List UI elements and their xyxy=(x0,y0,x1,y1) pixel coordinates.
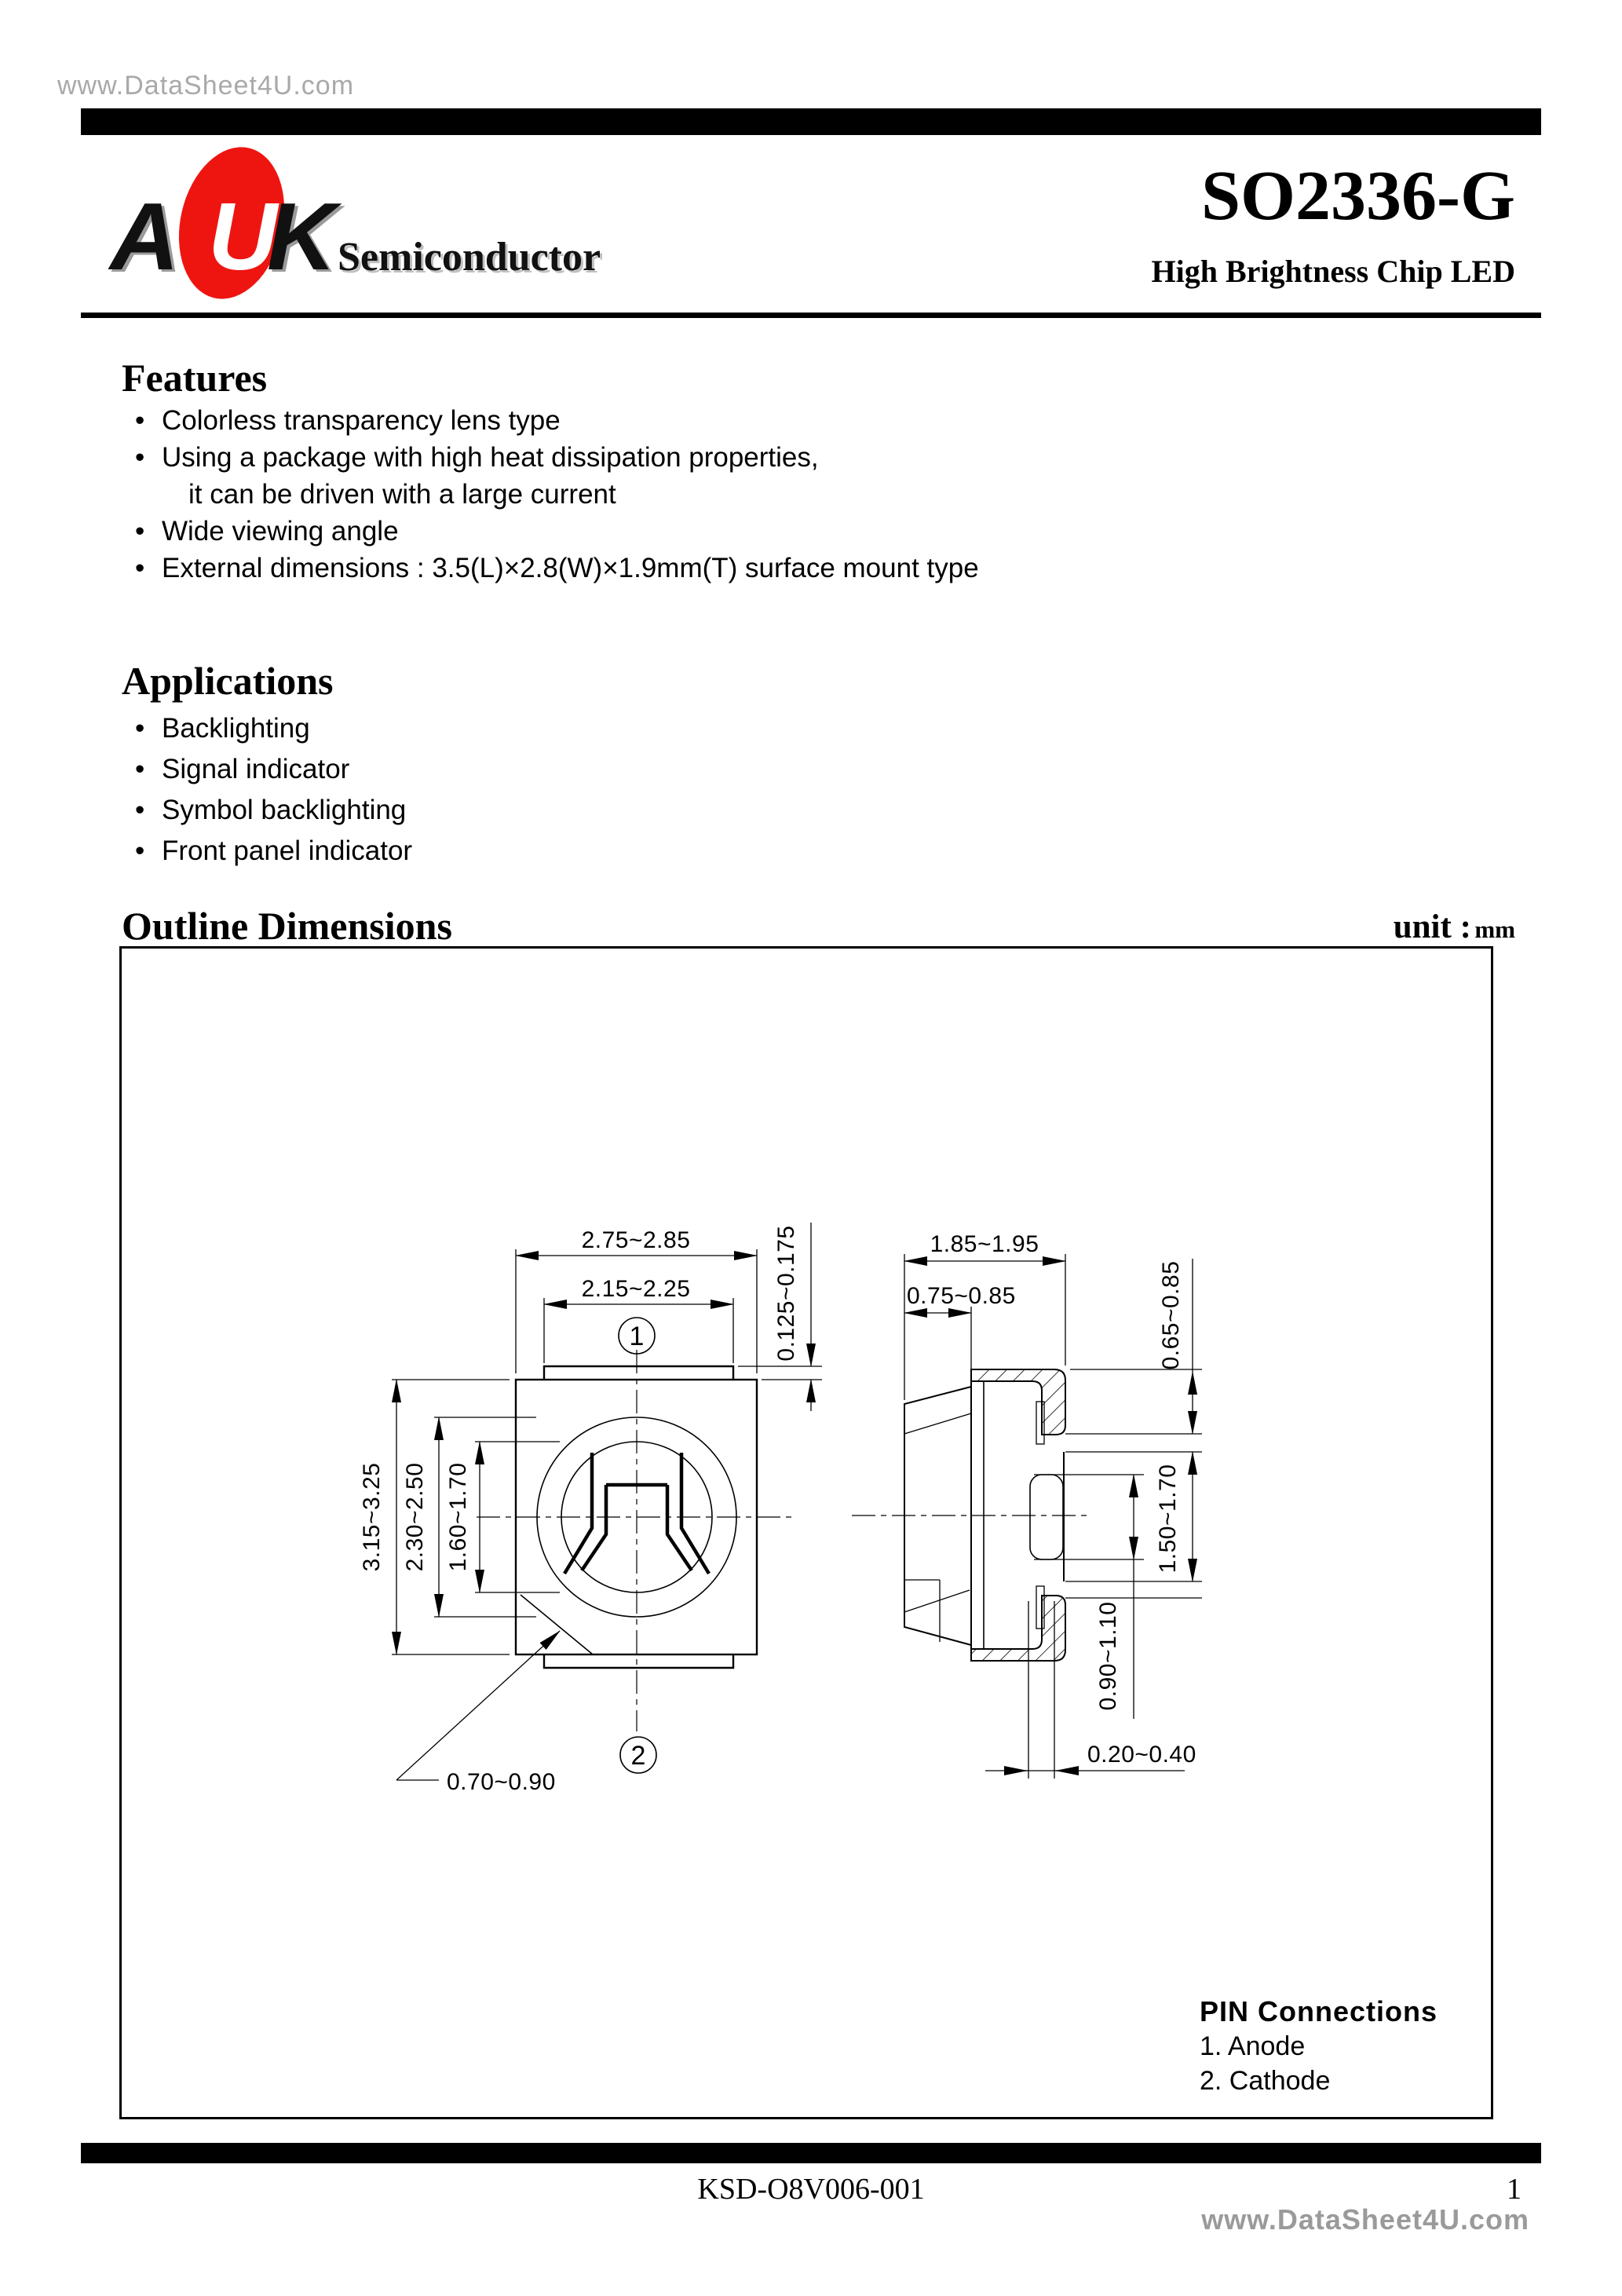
front-view xyxy=(477,1350,797,1731)
side-view-dimensions xyxy=(904,1231,1202,1771)
dim-depth-outer: 1.85~1.95 xyxy=(930,1231,1039,1257)
application-text: Signal indicator xyxy=(162,754,350,784)
dim-window: 1.50~1.70 xyxy=(1155,1464,1181,1574)
pin2-mark: 2 xyxy=(630,1741,646,1771)
document-number: KSD-O8V006-001 xyxy=(697,2173,925,2206)
centerlines xyxy=(477,1350,797,1731)
features-heading: Features xyxy=(122,356,268,400)
header-rule xyxy=(81,313,1541,318)
feature-text: Colorless transparency lens type xyxy=(162,405,561,436)
feature-text: Wide viewing angle xyxy=(162,516,399,547)
bullet-icon: • xyxy=(135,405,145,436)
bullet-icon: • xyxy=(135,553,145,583)
bullet-icon xyxy=(162,476,188,513)
pin2-label: 2. Cathode xyxy=(1200,2066,1331,2096)
feature-text: Using a package with high heat dissipation properties, xyxy=(162,442,819,473)
feature-item-continuation xyxy=(135,476,979,513)
part-subtitle: High Brightness Chip LED xyxy=(1151,254,1515,289)
dim-height-outer: 3.15~3.25 xyxy=(359,1462,385,1572)
bullet-icon: • xyxy=(135,754,145,784)
applications-list xyxy=(135,708,412,872)
pin-connections-title: PIN Connections xyxy=(1200,1995,1438,2027)
polarity-chamfer-line xyxy=(521,1595,593,1654)
applications-heading: Applications xyxy=(122,659,334,703)
dim-lens-outer: 2.30~2.50 xyxy=(402,1462,428,1572)
application-item xyxy=(135,831,412,872)
header-top-bar xyxy=(81,108,1541,135)
bullet-icon: • xyxy=(135,835,145,866)
pin1-label: 1. Anode xyxy=(1200,2031,1306,2061)
side-view xyxy=(852,1369,1202,1779)
part-number: SO2336-G xyxy=(1200,157,1515,235)
dim-width-inner: 2.15~2.25 xyxy=(581,1276,691,1302)
dim-lens-inner: 1.60~1.70 xyxy=(445,1462,471,1572)
application-item xyxy=(135,749,412,790)
bullet-icon: • xyxy=(135,713,145,744)
application-item xyxy=(135,708,412,749)
dim-tab-thickness: 0.125~0.175 xyxy=(773,1225,799,1362)
pin-connections xyxy=(1200,1994,1438,2098)
feature-item xyxy=(135,550,979,587)
dim-pad: 0.90~1.10 xyxy=(1095,1601,1121,1711)
dim-top-clearance: 0.65~0.85 xyxy=(1158,1260,1184,1370)
top-watermark: www.DataSheet4U.com xyxy=(57,71,355,101)
bullet-icon: • xyxy=(135,795,145,825)
features-list xyxy=(135,402,979,587)
auk-logo-letter-a: A xyxy=(110,183,180,290)
application-text: Symbol backlighting xyxy=(162,795,407,825)
feature-item xyxy=(135,513,979,550)
auk-logo-letter-u: U xyxy=(208,183,278,290)
outline-heading: Outline Dimensions xyxy=(122,904,452,948)
dim-lens-depth: 0.75~0.85 xyxy=(907,1283,1016,1309)
unit-value: mm xyxy=(1474,916,1515,943)
application-text: Backlighting xyxy=(162,713,310,744)
auk-logo-letter-k: K xyxy=(267,183,337,290)
dim-width-outer: 2.75~2.85 xyxy=(581,1227,691,1253)
page-number: 1 xyxy=(1507,2173,1522,2206)
unit-text: unit : xyxy=(1393,909,1471,945)
feature-item xyxy=(135,402,979,439)
die-pad xyxy=(1030,1475,1063,1559)
unit-label xyxy=(1394,908,1515,946)
auk-logo-wordmark: Semiconductor xyxy=(338,235,601,280)
pin1-mark: 1 xyxy=(629,1322,645,1351)
application-text: Front panel indicator xyxy=(162,835,413,866)
dim-lead-thickness: 0.20~0.40 xyxy=(1087,1742,1196,1768)
bullet-icon: • xyxy=(135,442,145,473)
dim-chamfer: 0.70~0.90 xyxy=(447,1769,556,1795)
footer-bar xyxy=(81,2143,1541,2163)
outline-drawing xyxy=(119,946,1493,2118)
bullet-icon: • xyxy=(135,516,145,547)
application-item xyxy=(135,790,412,831)
feature-text: it can be driven with a large current xyxy=(188,479,616,510)
feature-text: External dimensions : 3.5(L)×2.8(W)×1.9mm(T) surface mount type xyxy=(162,553,979,583)
feature-item xyxy=(135,439,979,476)
bottom-watermark: www.DataSheet4U.com xyxy=(1201,2203,1529,2236)
